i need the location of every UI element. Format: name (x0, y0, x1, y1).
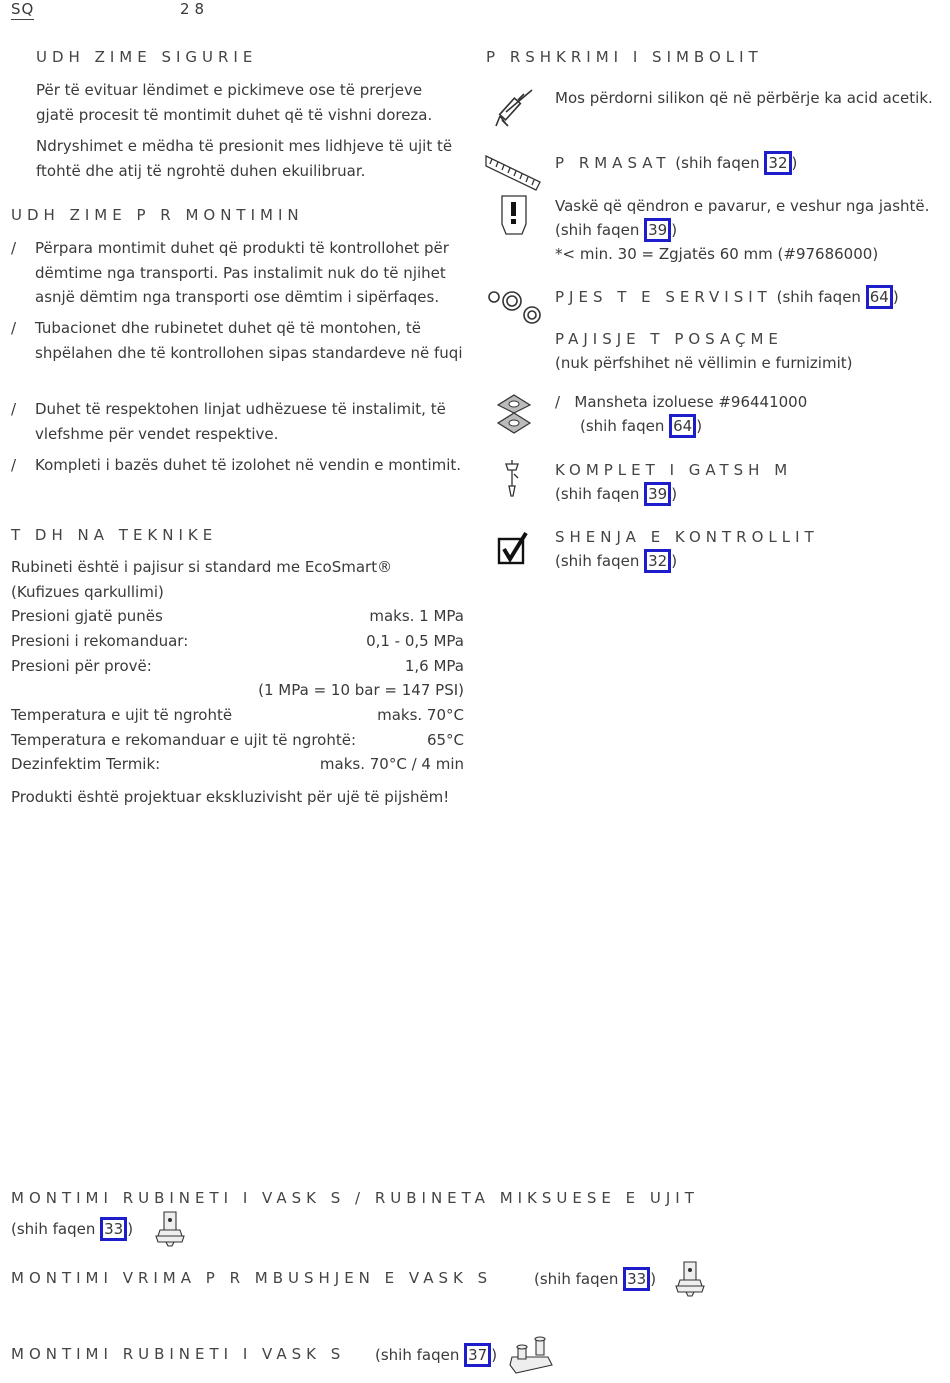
plaster-kit-icon (504, 458, 520, 500)
silicone-gun-icon (492, 86, 536, 128)
double-valve-icon (508, 1333, 556, 1377)
paren-close: ) (892, 288, 899, 306)
page-link-64[interactable]: 64 (866, 285, 893, 309)
safety-paragraph-1: Për të evituar lëndimet e pickimeve ose të prerjeve gjatë procesit të montimit duhet që të vishni doreza. (36, 81, 433, 124)
page-link-33[interactable]: 33 (623, 1267, 650, 1291)
bathtub-line-1: Vaskë që qëndron e pavarur, e veshur nga jashtë. (555, 197, 930, 215)
check-title: SHENJA E KONTROLLIT (555, 528, 819, 546)
paren-close: ) (671, 485, 678, 503)
install-item-text: Kompleti i bazës duhet të izolohet në vendin e montimit. (35, 456, 462, 474)
paren-close: ) (696, 417, 703, 435)
silicone-text: Mos përdorni silikon që në përbërje ka acid acetik. (555, 89, 933, 107)
see-page-text: (shih faqen (555, 485, 640, 503)
plaster-title: KOMPLET I GATSH M (555, 461, 793, 479)
valve-body-icon (152, 1208, 188, 1248)
see-page-text: (shih faqen (580, 417, 665, 435)
tech-label: Dezinfektim Termik: (11, 755, 161, 773)
tech-value: (1 MPa = 10 bar = 147 PSI) (258, 681, 464, 699)
mount1-line (11, 1217, 133, 1241)
symbols-heading: P RSHKRIMI I SIMBOLIT (486, 48, 763, 66)
tech-value: 0,1 - 0,5 MPa (366, 632, 464, 650)
install-heading: UDH ZIME P R MONTIMIN (11, 206, 304, 224)
install-item-1 (11, 236, 464, 310)
paren-close: ) (127, 1220, 134, 1238)
check-block (555, 525, 819, 573)
bullet-mark: / (11, 319, 17, 337)
bullet-mark: / (11, 239, 17, 257)
plaster-block (555, 458, 792, 506)
page-link-32[interactable]: 32 (764, 151, 791, 175)
paren-close: ) (671, 552, 678, 570)
see-page-text: (shih faqen (555, 221, 640, 239)
mount2-title: MONTIMI VRIMA P R MBUSHJEN E VASK S (11, 1269, 493, 1287)
service-title: PJES T E SERVISIT (555, 288, 772, 306)
check-line-2 (555, 549, 819, 573)
accessories-subtitle: (nuk përfshihet në vëllimin e furnizimit) (555, 354, 853, 372)
plaster-line-2 (555, 482, 792, 506)
dimensions-line (555, 151, 797, 175)
install-item-3 (11, 397, 464, 447)
page-link-39[interactable]: 39 (644, 482, 671, 506)
checkmark-box-icon (496, 531, 530, 567)
tech-intro: Rubineti është i pajisur si standard me EcoSmart® (Kufizues qarkullimi) (11, 558, 393, 601)
tech-value: maks. 70°C / 4 min (319, 755, 464, 773)
bullet-mark: / (555, 393, 561, 411)
install-item-text: Duhet të respektohen linjat udhëzuese të instalimit, të vlefshme për vendet respektive. (35, 400, 446, 443)
page-link-37[interactable]: 37 (464, 1343, 491, 1367)
mount2-line (534, 1267, 656, 1291)
tech-value: 65°C (426, 731, 464, 749)
bathtub-line-3: *< min. 30 = Zgjatës 60 mm (#97686000) (555, 245, 879, 263)
bullet-mark: / (11, 456, 17, 474)
tech-value: maks. 1 MPa (369, 607, 464, 625)
page-link-33[interactable]: 33 (100, 1217, 127, 1241)
tech-label: Temperatura e ujit të ngrohtë (11, 706, 233, 724)
paren-close: ) (791, 154, 798, 172)
see-page-text: (shih faqen (534, 1270, 619, 1288)
bathtub-line-2 (555, 218, 945, 242)
tech-label: Temperatura e rekomanduar e ujit të ngrohtë: (11, 731, 357, 749)
page-link-32[interactable]: 32 (644, 549, 671, 573)
service-line (555, 285, 899, 309)
ruler-icon (484, 152, 542, 192)
tech-value: 1,6 MPa (404, 657, 464, 675)
page-link-64[interactable]: 64 (669, 414, 696, 438)
warning-tag-icon (500, 194, 528, 236)
paren-close: ) (650, 1270, 657, 1288)
safety-paragraph-2: Ndryshimet e mëdha të presionit mes lidhjeve të ujit të ftohtë dhe atij të ngrohtë duhen ekuilibruar. (36, 137, 453, 180)
install-item-2 (11, 316, 464, 390)
see-page-text: (shih faqen (555, 552, 640, 570)
mount3-line (375, 1343, 497, 1367)
gasket-block (555, 390, 807, 438)
mount1-title: MONTIMI RUBINETI I VASK S / RUBINETA MIKSUESE E UJIT (11, 1189, 699, 1207)
language-code: SQ (11, 0, 35, 18)
dimensions-title: P RMASAT (555, 154, 671, 172)
accessories-title: PAJISJE T POSAÇME (555, 330, 783, 348)
paren-close: ) (491, 1346, 498, 1364)
mount3-title: MONTIMI RUBINETI I VASK S (11, 1345, 346, 1363)
gasket-line-2 (555, 414, 807, 438)
paren-close: ) (671, 221, 678, 239)
tech-label: Presioni gjatë punës (11, 607, 163, 625)
see-page-text: (shih faqen (776, 288, 861, 306)
tech-heading: T DH NA TEKNIKE (11, 526, 218, 544)
page-number: 28 (180, 0, 210, 18)
gasket-line-1 (555, 390, 807, 414)
install-item-text: Përpara montimit duhet që produkti të kontrollohet për dëmtime nga transporti. Pas instalimit nuk do të njihet asnjë dëmtim nga transporti ose dëmtim i sipërfaqes. (35, 239, 449, 306)
tech-label: Presioni i rekomanduar: (11, 632, 189, 650)
see-page-text: (shih faqen (675, 154, 760, 172)
tech-label: Presioni për provë: (11, 657, 152, 675)
install-item-text: Tubacionet dhe rubinetet duhet që të montohen, të shpëlahen dhe të kontrollohen sipas standardeve në fuqi (35, 319, 463, 362)
page-link-39[interactable]: 39 (644, 218, 671, 242)
tech-note: Produkti është projektuar ekskluzivisht për ujë të pijshëm! (11, 788, 450, 806)
safety-heading: UDH ZIME SIGURIE (36, 48, 258, 66)
see-page-text: (shih faqen (11, 1220, 96, 1238)
install-item-4 (11, 453, 464, 503)
bullet-mark: / (11, 400, 17, 418)
valve-body-icon (672, 1258, 708, 1298)
insulating-sleeve-icon (494, 393, 534, 435)
tech-value: maks. 70°C (377, 706, 464, 724)
gasket-text: Mansheta izoluese #96441000 (574, 393, 808, 411)
bathtub-block (555, 194, 945, 266)
see-page-text: (shih faqen (375, 1346, 460, 1364)
service-parts-icon (486, 287, 544, 327)
